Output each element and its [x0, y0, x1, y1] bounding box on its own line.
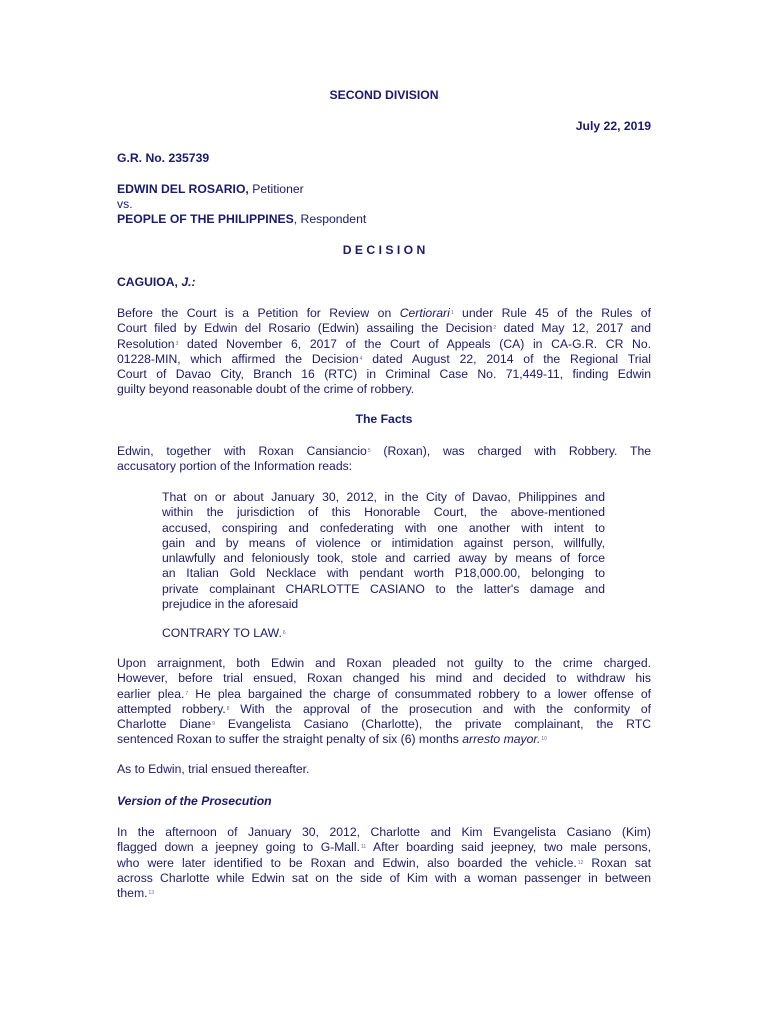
- respondent-role: , Respondent: [293, 212, 367, 226]
- quote-line: an Italian Gold Necklace with pendant worth P18,000.00, belonging to: [162, 566, 605, 581]
- information-quote: [162, 490, 605, 612]
- footnote-marker[interactable]: 1: [450, 310, 454, 316]
- prosecution-paragraph: [117, 825, 651, 901]
- quote-line: within the jurisdiction of this Honorable Court, the above-mentioned: [162, 505, 605, 520]
- text-run: Charlotte Diane: [117, 717, 212, 732]
- text-run: flagged down a jeepney going to G-Mall.: [117, 840, 360, 855]
- intro-line-5: Court of Davao City, Branch 16 (RTC) in Criminal Case No. 71,449-11, finding Edwin: [117, 367, 651, 382]
- footnote-marker[interactable]: 9: [212, 721, 215, 728]
- footnote-marker[interactable]: 3: [175, 340, 179, 347]
- facts-paragraph: [117, 444, 651, 475]
- quote-line: That on or about January 30, 2012, in the City of Davao, Philippines and: [162, 490, 605, 504]
- footnote-marker[interactable]: 5: [367, 448, 371, 454]
- text-run: (Roxan), was charged with Robbery. The: [370, 444, 652, 458]
- footnote-marker[interactable]: 2: [493, 325, 497, 332]
- arraignment-paragraph: [117, 656, 651, 748]
- text-run: 01228-MIN, which affirmed the Decision: [117, 351, 359, 366]
- text-run: Roxan sat: [583, 855, 651, 870]
- text-run: under Rule 45 of the Rules of: [453, 306, 651, 320]
- text-run: Court filed by Edwin del Rosario (Edwin) assailing the Decision: [117, 321, 493, 336]
- text-run: who were later identified to be Roxan and Edwin, also boarded the vehicle.: [117, 855, 577, 870]
- prosecution-line-1: In the afternoon of January 30, 2012, Charlotte and Kim Evangelista Casiano (Kim): [117, 825, 651, 839]
- text-run: Edwin, together with Roxan Cansiancio: [117, 444, 367, 458]
- contrary-to-law: [162, 626, 286, 641]
- text-run: them.: [117, 886, 148, 901]
- arraignment-line-6: [117, 732, 651, 747]
- quote-line: unlawfully and feloniously took, stole and carried away by means of force: [162, 551, 605, 566]
- footnote-marker[interactable]: 4: [359, 355, 363, 362]
- text-run: sentenced Roxan to suffer the straight penalty of six (6) months: [117, 732, 463, 747]
- gr-number: G.R. No. 235739: [117, 151, 210, 165]
- text-run: He plea bargained the charge of consummated robbery to a lower offense of: [188, 686, 651, 701]
- division-heading: SECOND DIVISION: [329, 88, 439, 102]
- footnote-marker[interactable]: 12: [577, 859, 584, 866]
- quote-line: private complainant CHARLOTTE CASIANO to the latter's damage and: [162, 581, 605, 596]
- italic-term: Certiorari: [399, 306, 450, 320]
- facts-line-1: [117, 444, 651, 459]
- arraignment-line-3: [117, 687, 651, 702]
- respondent-name: PEOPLE OF THE PHILIPPINES: [117, 212, 294, 226]
- text-run: Resolution: [117, 336, 175, 351]
- text-run: Evangelista Casiano (Charlotte), the private complainant, the RTC: [214, 717, 651, 732]
- prosecution-line-5: [117, 886, 651, 901]
- petitioner-line: [117, 182, 304, 197]
- arraignment-line-2: However, before trial ensued, Roxan changed his mind and decided to withdraw his: [117, 671, 651, 686]
- intro-line-4: [117, 352, 651, 367]
- footnote-marker[interactable]: 13: [148, 890, 155, 897]
- petitioner-name: EDWIN DEL ROSARIO,: [117, 182, 249, 196]
- quote-line: gain and by means of violence or intimidation against person, willfully,: [162, 535, 605, 550]
- petitioner-role: Petitioner: [248, 182, 304, 196]
- text-run: dated November 6, 2017 of the Court of Appeals (CA) in CA-G.R. CR No.: [178, 336, 651, 351]
- intro-line-6: guilty beyond reasonable doubt of the crime of robbery.: [117, 382, 415, 397]
- text-run: After boarding said jeepney, two male persons,: [366, 840, 651, 855]
- arraignment-line-1: Upon arraignment, both Edwin and Roxan pleaded not guilty to the crime charged.: [117, 656, 651, 670]
- ponente-name: CAGUIOA,: [117, 275, 182, 289]
- text-run: With the approval of the prosecution and with the conformity of: [229, 701, 651, 716]
- arraignment-line-4: [117, 702, 651, 717]
- versus: vs.: [117, 197, 133, 211]
- arraignment-line-5: [117, 717, 651, 732]
- text-run: dated August 22, 2014 of the Regional Trial: [362, 351, 651, 366]
- ponente: [117, 275, 196, 290]
- decision-heading: D E C I S I O N: [342, 243, 426, 257]
- ponente-title: J.:: [181, 275, 196, 289]
- as-to-edwin: As to Edwin, trial ensued thereafter.: [117, 762, 310, 776]
- prosecution-heading: Version of the Prosecution: [117, 794, 272, 808]
- quote-line: accused, conspiring and confederating with one another with intent to: [162, 520, 605, 535]
- footnote-marker[interactable]: 6: [282, 630, 286, 636]
- footnote-marker[interactable]: 7: [185, 690, 189, 697]
- decision-date: July 22, 2019: [575, 119, 651, 133]
- footnote-marker[interactable]: 10: [541, 736, 547, 743]
- facts-line-2: accusatory portion of the Information reads:: [117, 459, 353, 474]
- intro-paragraph: [117, 306, 651, 398]
- intro-line-2: [117, 321, 651, 336]
- facts-heading: The Facts: [355, 412, 413, 426]
- respondent-line: [117, 212, 366, 227]
- footnote-marker[interactable]: 11: [360, 844, 367, 851]
- intro-line-3: [117, 337, 651, 352]
- footnote-marker[interactable]: 8: [226, 705, 230, 712]
- text-run: attempted robbery.: [117, 701, 226, 716]
- prosecution-line-3: [117, 856, 651, 871]
- prosecution-line-4: across Charlotte while Edwin sat on the side of Kim with a woman passenger in between: [117, 870, 651, 885]
- text-run: earlier plea.: [117, 686, 185, 701]
- prosecution-line-2: [117, 840, 651, 855]
- quote-line: prejudice in the aforesaid: [162, 597, 299, 612]
- intro-line-1: [117, 306, 651, 321]
- text-run: dated May 12, 2017 and: [496, 321, 651, 336]
- text-run: CONTRARY TO LAW.: [162, 626, 282, 640]
- italic-term: arresto mayor.: [462, 732, 541, 747]
- text-run: Before the Court is a Petition for Review on: [117, 306, 400, 320]
